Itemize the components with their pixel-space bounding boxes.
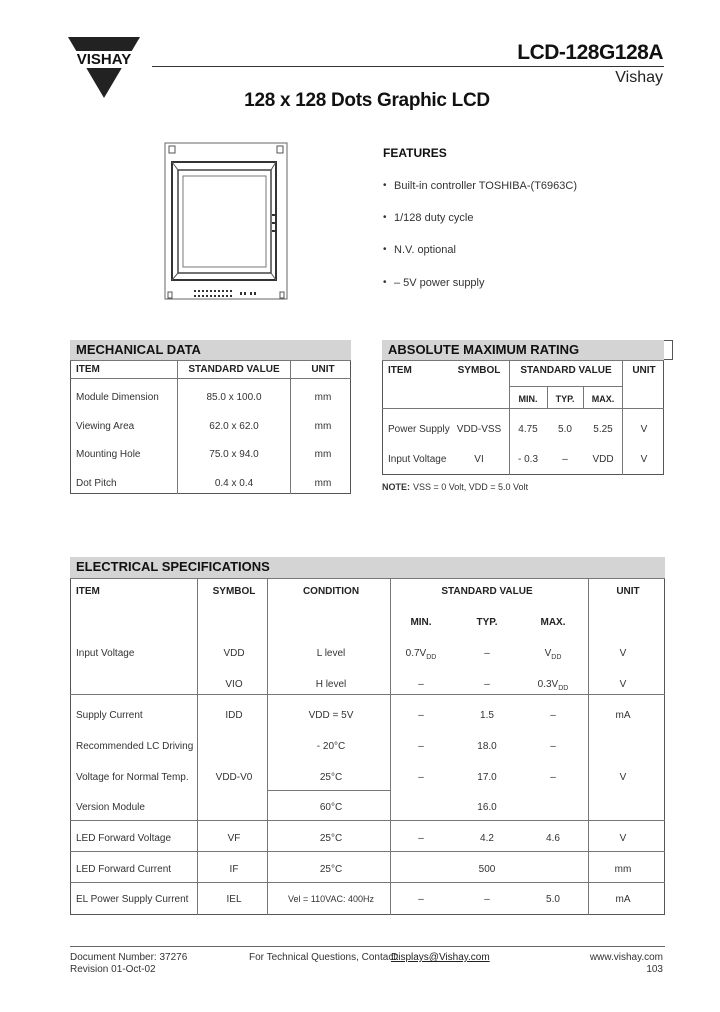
lcd-module-drawing [164, 142, 288, 300]
col-header-max: MAX. [540, 617, 566, 628]
divider [509, 360, 510, 475]
col-header-standard: STANDARD VALUE [520, 365, 612, 376]
cell-unit: mm [614, 864, 632, 875]
table-frame [70, 557, 665, 915]
cell-symbol: VDD [223, 648, 245, 659]
footer-rule [70, 946, 665, 947]
cell-typ: – [562, 454, 568, 465]
cell-unit: mm [314, 421, 332, 432]
divider [509, 386, 622, 387]
feature-text: Built-in controller TOSHIBA-(T6963C) [394, 180, 577, 192]
cell-item: EL Power Supply Current [76, 894, 189, 905]
cell-min: - 0.3 [517, 454, 539, 465]
cell-condition: 25°C [319, 833, 343, 844]
cell-min: – [418, 679, 424, 690]
divider [267, 578, 268, 915]
divider [583, 386, 584, 408]
cell-min: – [418, 772, 424, 783]
col-header-symbol: SYMBOL [212, 586, 256, 597]
divider [267, 790, 390, 791]
col-header-unit: UNIT [616, 586, 640, 597]
bullet: • [383, 277, 387, 288]
cell-item: Dot Pitch [76, 478, 117, 489]
cell-value: 62.0 x 62.0 [209, 421, 259, 432]
cell-item: Mounting Hole [76, 449, 141, 460]
cell-condition: VDD = 5V [308, 710, 354, 721]
feature-text: 1/128 duty cycle [394, 212, 474, 224]
cell-symbol: VI [474, 454, 484, 465]
divider [290, 360, 291, 494]
col-header-max: MAX. [591, 394, 615, 404]
feature-text: N.V. optional [394, 244, 456, 256]
vishay-logo [68, 35, 140, 99]
cell-max [545, 648, 562, 661]
cell-condition: 25°C [319, 864, 343, 875]
table-title: ABSOLUTE MAXIMUM RATING [382, 340, 664, 360]
bullet: • [383, 180, 387, 191]
cell-item: Input Voltage [388, 454, 447, 465]
bullet: • [383, 212, 387, 223]
cell-symbol: VIO [225, 679, 243, 690]
brand-name: Vishay [615, 69, 663, 86]
cell-min: – [418, 741, 424, 752]
divider [70, 578, 665, 579]
cell-max: 5.0 [546, 894, 560, 905]
cell-item: Module Dimension [76, 392, 159, 403]
cell-item: Supply Current [76, 710, 143, 721]
cell-symbol: VF [227, 833, 241, 844]
table-title: MECHANICAL DATA [70, 340, 351, 360]
cell-max [538, 679, 569, 692]
divider [70, 820, 665, 821]
note-text: VSS = 0 Volt, VDD = 5.0 Volt [413, 482, 529, 492]
cell-item: Power Supply [388, 424, 450, 435]
divider [197, 578, 198, 915]
cell-typ: – [484, 679, 490, 690]
cell-typ: 17.0 [477, 772, 497, 783]
title-tab [664, 340, 673, 360]
revision: Revision 01-Oct-02 [70, 964, 156, 975]
cell-unit: mm [314, 449, 332, 460]
cell-condition: 25°C [319, 772, 343, 783]
col-header-item: ITEM [76, 364, 100, 375]
cell-typ: 18.0 [477, 741, 497, 752]
cell-condition: H level [315, 679, 347, 690]
cell-max-value: V [544, 648, 552, 659]
cell-typ: – [484, 894, 490, 905]
table-title: ELECTRICAL SPECIFICATIONS [70, 557, 665, 578]
cell-item: LED Forward Voltage [76, 833, 172, 844]
electrical-spec-table [70, 557, 665, 915]
col-header-min: MIN. [410, 617, 432, 628]
cell-value: 85.0 x 100.0 [206, 392, 262, 403]
cell-max-sub: DD [558, 685, 569, 692]
col-header-condition: CONDITION [302, 586, 360, 597]
cell-max: – [550, 710, 556, 721]
cell-condition: 60°C [319, 802, 343, 813]
cell-max: VDD [592, 454, 614, 465]
cell-max: – [550, 772, 556, 783]
cell-min: – [418, 833, 424, 844]
doc-number: Document Number: 37276 [70, 952, 188, 963]
cell-min: – [418, 710, 424, 721]
divider [70, 694, 665, 695]
cell-typ: 16.0 [477, 802, 497, 813]
cell-item: Voltage for Normal Temp. [76, 772, 189, 783]
mechanical-data-table [70, 340, 351, 494]
cell-symbol: IEL [226, 894, 242, 905]
cell-item: Recommended LC Driving [76, 741, 194, 752]
page-title: 128 x 128 Dots Graphic LCD [244, 90, 490, 111]
cell-item: Input Voltage [76, 648, 135, 659]
cell-value: 0.4 x 0.4 [214, 478, 254, 489]
cell-value: 75.0 x 94.0 [209, 449, 259, 460]
cell-max: 4.6 [546, 833, 560, 844]
cell-unit: V [619, 679, 627, 690]
col-header-standard: STANDARD VALUE [441, 586, 533, 597]
cell-max-sub: DD [551, 654, 562, 661]
cell-condition: - 20°C [316, 741, 346, 752]
col-header-unit: UNIT [632, 365, 656, 376]
cell-max: – [550, 741, 556, 752]
cell-min: – [418, 894, 424, 905]
cell-typ: – [484, 648, 490, 659]
col-header-item: ITEM [388, 365, 412, 376]
cell-min-sub: DD [426, 654, 437, 661]
absolute-max-rating-table [382, 340, 674, 480]
divider [547, 386, 548, 408]
note-label: NOTE: [382, 482, 410, 492]
divider [622, 360, 623, 475]
header-rule [152, 66, 664, 67]
cell-item: Version Module [76, 802, 145, 813]
cell-item: Viewing Area [76, 421, 135, 432]
cell-symbol: IDD [225, 710, 243, 721]
col-header-symbol: SYMBOL [457, 365, 501, 376]
col-header-item: ITEM [76, 586, 100, 597]
col-header-typ: TYP. [555, 394, 575, 404]
contact-prefix: For Technical Questions, Contact: [249, 952, 399, 963]
divider [177, 360, 178, 494]
product-code: LCD-128G128A [517, 41, 663, 64]
cell-symbol: VDD-VSS [456, 424, 502, 435]
cell-symbol: IF [229, 864, 239, 875]
divider [390, 578, 391, 915]
cell-condition: L level [316, 648, 346, 659]
lcd-module-icon [164, 142, 288, 300]
cell-unit: V [619, 772, 627, 783]
contact-email-link[interactable]: Displays@Vishay.com [391, 952, 490, 963]
cell-symbol: VDD-V0 [215, 772, 253, 783]
cell-typ: 500 [478, 864, 496, 875]
features-list [383, 180, 683, 300]
cell-unit: V [619, 833, 627, 844]
bullet: • [383, 244, 387, 255]
cell-unit: V [640, 424, 648, 435]
divider [70, 851, 665, 852]
cell-item: LED Forward Current [76, 864, 172, 875]
cell-unit: mA [615, 710, 631, 721]
divider [70, 882, 665, 883]
divider [70, 360, 351, 361]
divider [588, 578, 589, 915]
cell-max-value: 0.3V [537, 679, 559, 690]
col-header-standard: STANDARD VALUE [188, 364, 280, 375]
cell-unit: mA [615, 894, 631, 905]
feature-text: – 5V power supply [394, 277, 485, 289]
cell-unit: mm [314, 478, 332, 489]
cell-unit: mm [314, 392, 332, 403]
col-header-typ: TYP. [476, 617, 498, 628]
cell-typ: 5.0 [558, 424, 572, 435]
features-heading: FEATURES [383, 146, 447, 160]
cell-min [406, 648, 437, 661]
cell-unit: V [640, 454, 648, 465]
divider [70, 378, 351, 379]
logo-text: VISHAY [76, 51, 132, 68]
cell-unit: V [619, 648, 627, 659]
cell-min: 4.75 [518, 424, 538, 435]
col-header-unit: UNIT [311, 364, 335, 375]
cell-typ: 1.5 [480, 710, 494, 721]
cell-max: 5.25 [593, 424, 613, 435]
cell-condition: Vel = 110VAC: 400Hz [288, 894, 374, 904]
website[interactable]: www.vishay.com [589, 952, 663, 963]
page-number: 103 [646, 964, 663, 975]
col-header-min: MIN. [518, 394, 538, 404]
cell-typ: 4.2 [480, 833, 494, 844]
cell-min-value: 0.7V [405, 648, 427, 659]
